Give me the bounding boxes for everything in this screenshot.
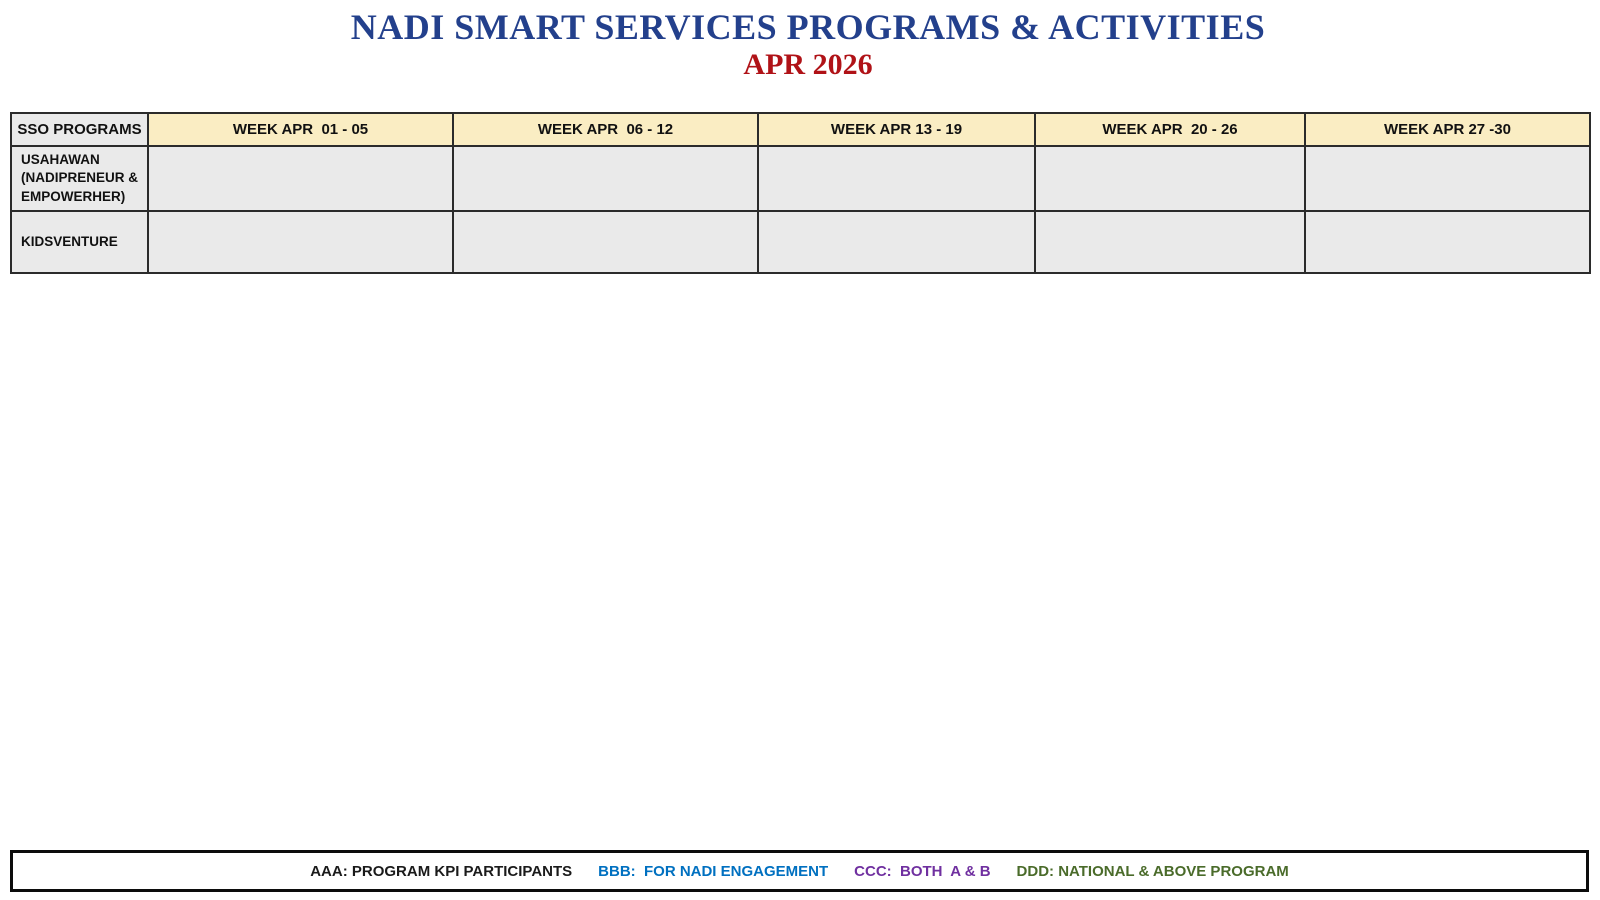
schedule-cell — [1035, 146, 1305, 211]
schedule-cell — [758, 211, 1035, 273]
schedule-table-container — [10, 112, 1591, 274]
column-header-week-5: WEEK APR 27 -30 — [1305, 113, 1590, 146]
column-header-week-3: WEEK APR 13 - 19 — [758, 113, 1035, 146]
table-row-usahawan — [11, 146, 1590, 211]
column-header-sso-programs: SSO PROGRAMS — [11, 113, 148, 146]
schedule-table — [10, 112, 1591, 274]
legend-box — [10, 850, 1589, 892]
schedule-cell — [453, 211, 758, 273]
legend-item-ccc: CCC: BOTH A & B — [854, 862, 991, 880]
schedule-cell — [1305, 211, 1590, 273]
schedule-cell — [148, 211, 453, 273]
schedule-cell — [1035, 211, 1305, 273]
schedule-cell — [1305, 146, 1590, 211]
column-header-week-4: WEEK APR 20 - 26 — [1035, 113, 1305, 146]
column-header-week-2: WEEK APR 06 - 12 — [453, 113, 758, 146]
program-label-usahawan: USAHAWAN (NADIPRENEUR & EMPOWERHER) — [11, 146, 148, 211]
legend-item-aaa: AAA: PROGRAM KPI PARTICIPANTS — [310, 862, 573, 880]
schedule-cell — [453, 146, 758, 211]
header-row — [11, 113, 1590, 146]
legend-item-ddd: DDD: NATIONAL & ABOVE PROGRAM — [1016, 862, 1289, 880]
program-label-kidsventure: KIDSVENTURE — [11, 211, 148, 273]
table-row-kidsventure — [11, 211, 1590, 273]
legend-item-bbb: BBB: FOR NADI ENGAGEMENT — [598, 862, 829, 880]
page-subtitle: APR 2026 — [743, 48, 873, 81]
column-header-week-1: WEEK APR 01 - 05 — [148, 113, 453, 146]
schedule-cell — [148, 146, 453, 211]
page-title: NADI SMART SERVICES PROGRAMS & ACTIVITIES — [350, 7, 1266, 47]
schedule-cell — [758, 146, 1035, 211]
